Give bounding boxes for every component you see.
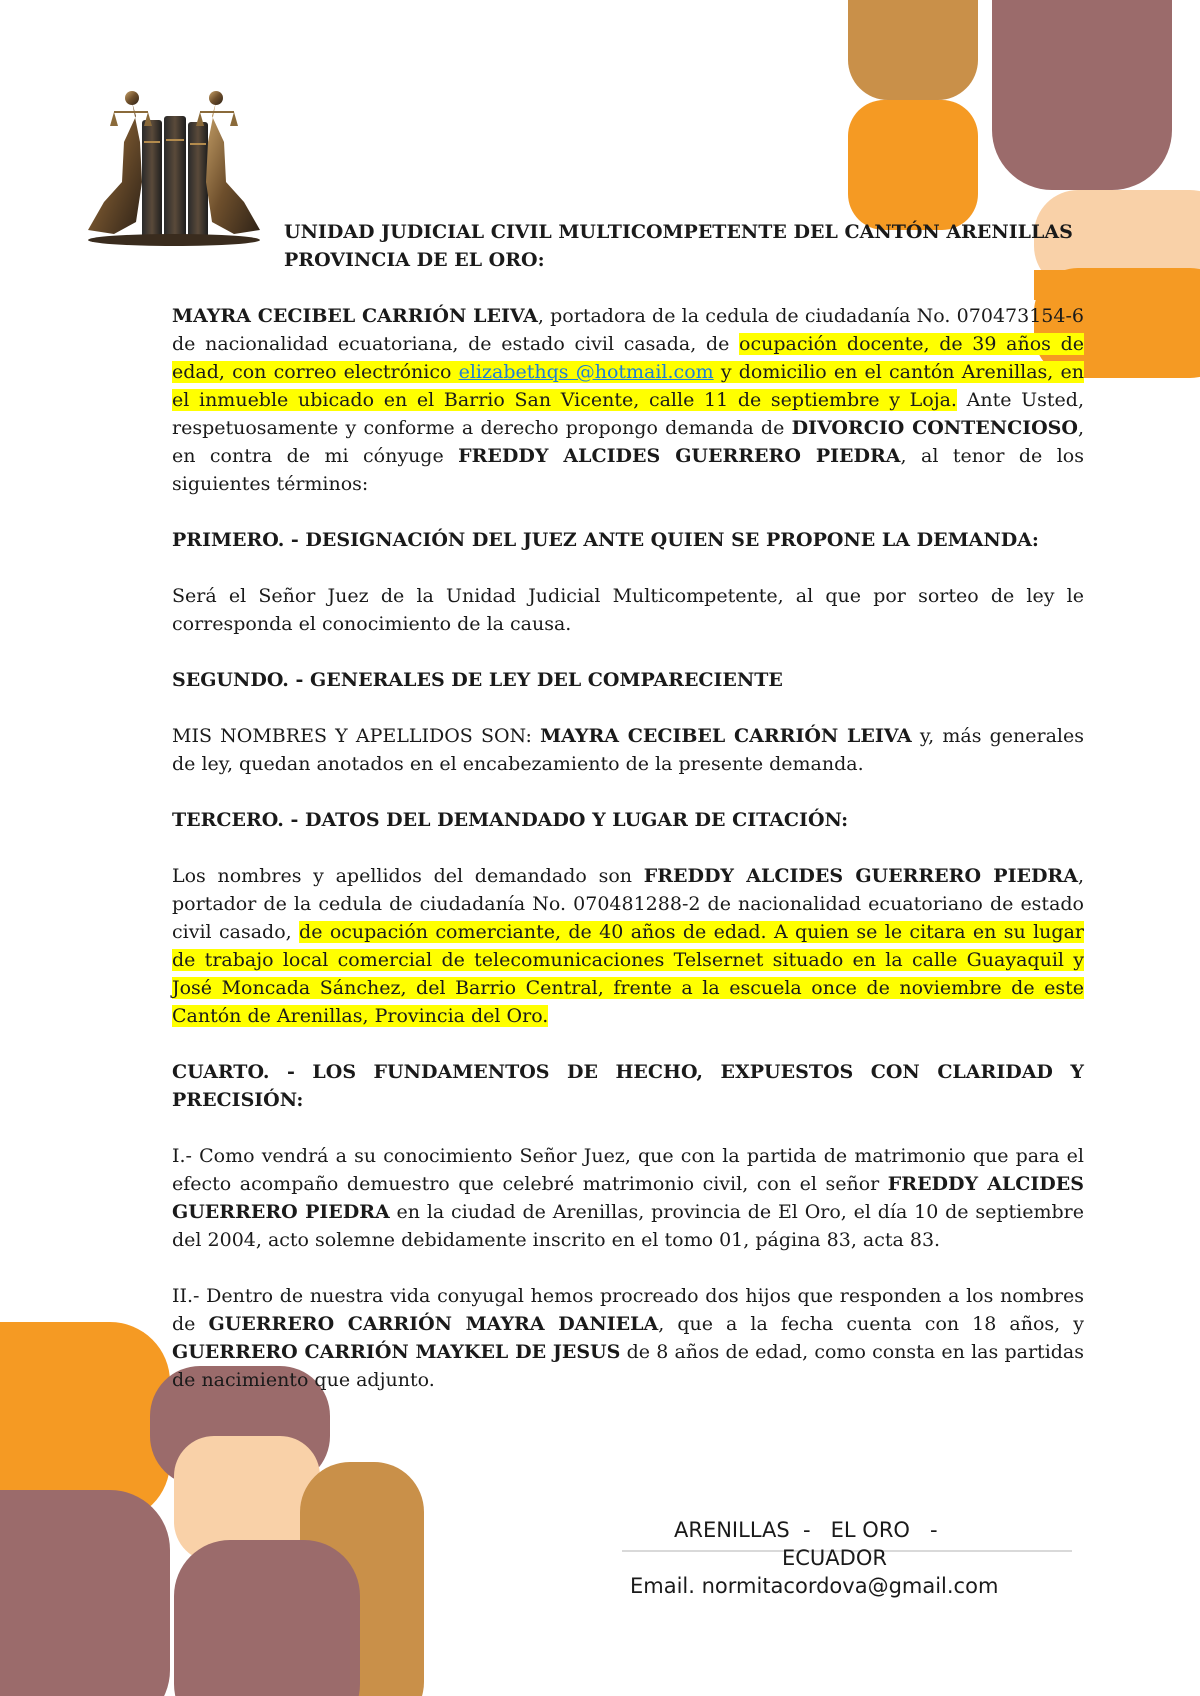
section-heading-tercero: TERCERO. - DATOS DEL DEMANDADO Y LUGAR DE CITACIÓN: xyxy=(172,809,849,831)
document-body xyxy=(172,218,1084,1422)
intro-text-4: , al tenor de los siguientes términos: xyxy=(172,445,1084,495)
segundo-text-1: MIS NOMBRES Y APELLIDOS SON: xyxy=(172,725,541,747)
child-name-1: GUERRERO CARRIÓN MAYRA DANIELA xyxy=(208,1313,659,1335)
tercero-text-2: , portador de la cedula de ciudadanía No. 070481288-2 de nacionalidad ecuatoriano de estado civil casado, xyxy=(172,865,1084,943)
section-text-tercero xyxy=(172,862,1084,1030)
tercero-highlight: de ocupación comerciante, de 40 años de edad. A quien se le citara en su lugar de trabajo local comercial de telecomunicaciones Telsernet situado en la calle Guayaquil y José Moncada Sánchez, del Barrio Central, frente a la escuela once de noviembre de este Cantón de Arenillas, Provincia del Oro. xyxy=(172,921,1084,1027)
footer-location: ARENILLAS - EL ORO - xyxy=(674,1518,938,1542)
footer-country: ECUADOR xyxy=(782,1546,887,1570)
claim-type: DIVORCIO CONTENCIOSO xyxy=(791,417,1078,439)
cuarto-paragraph-2 xyxy=(172,1282,1084,1394)
cuarto-paragraph-1 xyxy=(172,1142,1084,1254)
section-text-primero: Será el Señor Juez de la Unidad Judicial Multicompetente, al que por sorteo de ley le corresponda el conocimiento de la causa. xyxy=(172,585,1084,635)
court-header-line2: PROVINCIA DE EL ORO: xyxy=(284,249,545,271)
segundo-name: MAYRA CECIBEL CARRIÓN LEIVA xyxy=(540,725,912,747)
intro-highlight-2: y domicilio en el cantón Arenillas, en el inmueble ubicado en el Barrio San Vicente, calle 11 de septiembre y Loja. xyxy=(172,361,1084,411)
tercero-name: FREDDY ALCIDES GUERRERO PIEDRA xyxy=(643,865,1078,887)
section-heading-cuarto: CUARTO. - LOS FUNDAMENTOS DE HECHO, EXPUESTOS CON CLARIDAD Y PRECISIÓN: xyxy=(172,1061,1084,1111)
footer xyxy=(622,1516,1072,1600)
cuarto-p1-text-1: I.- Como vendrá a su conocimiento Señor Juez, que con la partida de matrimonio que para el efecto acompaño demuestro que celebré matrimonio civil, con el señor xyxy=(172,1145,1084,1195)
cuarto-p2-text-2: , que a la fecha cuenta con 18 años, y xyxy=(658,1313,1084,1335)
section-heading-segundo: SEGUNDO. - GENERALES DE LEY DEL COMPARECIENTE xyxy=(172,669,783,691)
intro-text-2: Ante Usted, respetuosamente y conforme a derecho propongo demanda de xyxy=(172,389,1084,439)
court-header xyxy=(284,218,1084,274)
email-link[interactable]: elizabethqs @hotmail.com xyxy=(458,361,714,383)
defendant-name: FREDDY ALCIDES GUERRERO PIEDRA xyxy=(458,445,901,467)
segundo-text-2: y, más generales de ley, quedan anotados en el encabezamiento de la presente demanda. xyxy=(172,725,1084,775)
child-name-2: GUERRERO CARRIÓN MAYKEL DE JESUS xyxy=(172,1341,621,1363)
intro-text-3: , en contra de mi cónyuge xyxy=(172,417,1084,467)
cuarto-p1-text-2: en la ciudad de Arenillas, provincia de El Oro, el día 10 de septiembre del 2004, acto solemne debidamente inscrito en el tomo 01, página 83, acta 83. xyxy=(172,1201,1084,1251)
intro-text: , portadora de la cedula de ciudadanía No. 070473154-6 de nacionalidad ecuatoriana, de estado civil casada, de xyxy=(172,305,1084,355)
court-header-line1: UNIDAD JUDICIAL CIVIL MULTICOMPETENTE DEL CANTÓN ARENILLAS xyxy=(284,221,1073,243)
section-text-segundo xyxy=(172,722,1084,778)
footer-email[interactable]: Email. normitacordova@gmail.com xyxy=(630,1574,999,1598)
tercero-text-1: Los nombres y apellidos del demandado son xyxy=(172,865,644,887)
cuarto-p1-name: FREDDY ALCIDES GUERRERO PIEDRA xyxy=(172,1173,1084,1223)
cuarto-p2-text-3: de 8 años de edad, como consta en las partidas de nacimiento que adjunto. xyxy=(172,1341,1085,1391)
section-heading-primero: PRIMERO. - DESIGNACIÓN DEL JUEZ ANTE QUIEN SE PROPONE LA DEMANDA: xyxy=(172,529,1039,551)
intro-highlight-1: ocupación docente, de 39 años de edad, con correo electrónico xyxy=(172,333,1084,383)
intro-paragraph xyxy=(172,302,1084,498)
plaintiff-name: MAYRA CECIBEL CARRIÓN LEIVA xyxy=(172,305,538,327)
cuarto-p2-text-1: II.- Dentro de nuestra vida conyugal hemos procreado dos hijos que responden a los nombres de xyxy=(172,1285,1084,1335)
